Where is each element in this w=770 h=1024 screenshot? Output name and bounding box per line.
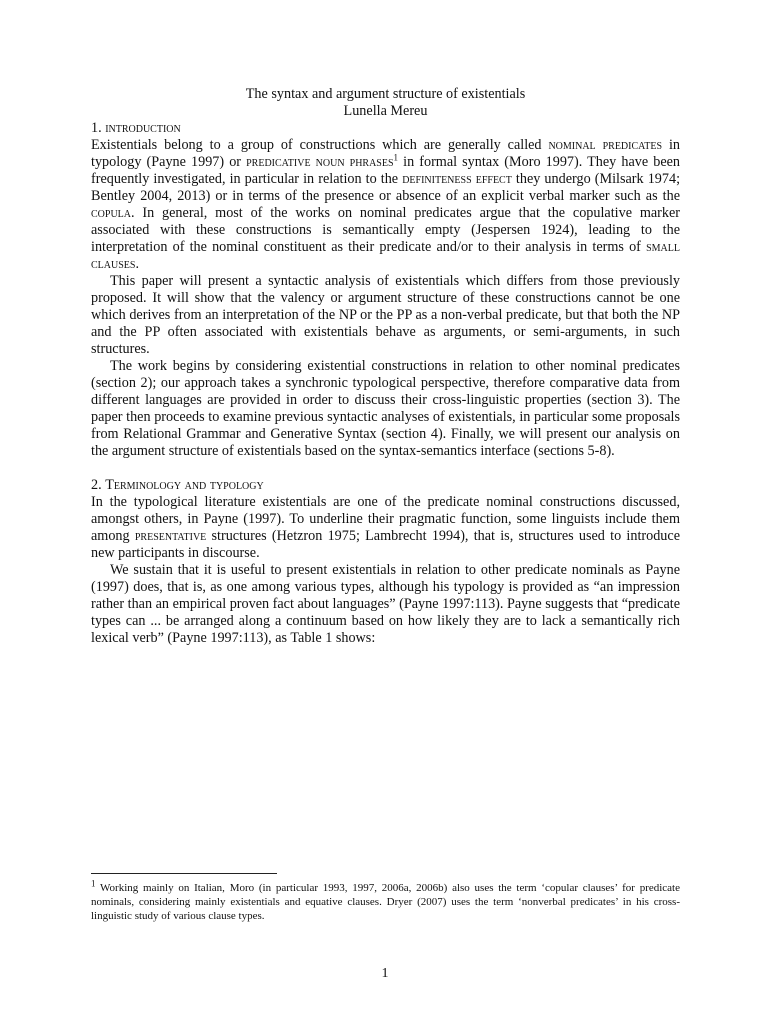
page-body [91, 86, 680, 647]
text-run: . [135, 256, 139, 272]
section-2-heading [91, 477, 680, 494]
text-run: structures (Hetzron 1975; Lambrecht 1994), that is, structures used to introduce new participants in discourse. [91, 528, 680, 561]
section-1-heading [91, 120, 680, 137]
text-run: they undergo (Milsark 1974; Bentley 2004, 2013) or in terms of the presence or absence of an explicit verbal marker such as the [91, 171, 681, 204]
section-2-paragraph-1 [91, 494, 680, 562]
text-run: in formal syntax (Moro 1997). They have been frequently investigated, in particular in relation to the [91, 154, 681, 187]
section-2-paragraph-2: We sustain that it is useful to present existentials in relation to other predicate nominals as Payne (1997) does, that is, as one among various types, although his typology is provided as “an impression rather than an empirical proven fact about languages” (Payne 1997:113). Payne suggests that “predicate types can ... be arranged along a continuum based on how likely they are to lack a semantically rich lexical verb” (Payne 1997:113), as Table 1 shows: [91, 562, 680, 646]
spacer [91, 460, 680, 477]
section-2-title: Terminology and typology [105, 477, 264, 493]
section-1-title: introduction [105, 120, 181, 136]
title-block [91, 86, 680, 120]
small-caps-term: presentative [134, 528, 207, 544]
footnote-ref[interactable]: 1 [393, 152, 399, 163]
footnote-marker: 1 [91, 878, 96, 889]
text-run: in typology (Payne 1997) or [91, 137, 680, 170]
text-run: In the typological literature existentials are one of the predicate nominal constructions discussed, amongst others, in Payne (1997). To underline their pragmatic function, some linguists include them among [91, 494, 680, 544]
footnote-text: Working mainly on Italian, Moro (in particular 1993, 1997, 2006a, 2006b) also uses the term ‘copular clauses’ for predicate nominals, considering mainly existentials and equative clauses. Dryer (2007) uses the term ‘nonverbal predicates’ in his cross-linguistic study of various clause types. [91, 882, 680, 922]
paper-author: Lunella Mereu [343, 103, 428, 119]
footnote [91, 878, 680, 923]
small-caps-term: definiteness effect [402, 171, 512, 187]
text-run: Existentials belong to a group of constructions which are generally called [91, 137, 549, 153]
section-1-number: 1. [91, 120, 102, 136]
paper-title: The syntax and argument structure of existentials [245, 86, 526, 102]
footnote-divider [91, 873, 277, 874]
section-2-number: 2. [91, 477, 102, 493]
text-run: . In general, most of the works on nominal predicates argue that the copulative marker associated with these constructions is semantically empty (Jespersen 1924), leading to the interpretation of the nominal constituent as their predicate and/or to their analysis in terms of [91, 205, 680, 255]
section-1-paragraph-3: The work begins by considering existential constructions in relation to other nominal predicates (section 2); our approach takes a synchronic typological perspective, therefore comparative data from different languages are provided in order to discuss their cross-linguistic properties (section 3). The paper then proceeds to examine previous syntactic analyses of existentials, in particular some proposals from Relational Grammar and Generative Syntax (section 4). Finally, we will present our analysis on the argument structure of existentials based on the syntax-semantics interface (sections 5-8). [91, 358, 680, 459]
page-number: 1 [381, 966, 389, 981]
small-caps-term: predicative noun phrases [246, 154, 394, 170]
small-caps-term: small clauses [91, 239, 680, 272]
section-1-paragraph-1 [91, 137, 680, 273]
small-caps-term: copula [91, 205, 132, 221]
small-caps-term: nominal predicates [548, 137, 663, 153]
section-1-paragraph-2: This paper will present a syntactic analysis of existentials which differs from those previously proposed. It will show that the valency or argument structure of these constructions cannot be one which derives from an interpretation of the NP or the PP as a non-verbal predicate, but that both the NP and the PP often associated with existentials behave as arguments, or semi-arguments, in such structures. [91, 273, 680, 357]
